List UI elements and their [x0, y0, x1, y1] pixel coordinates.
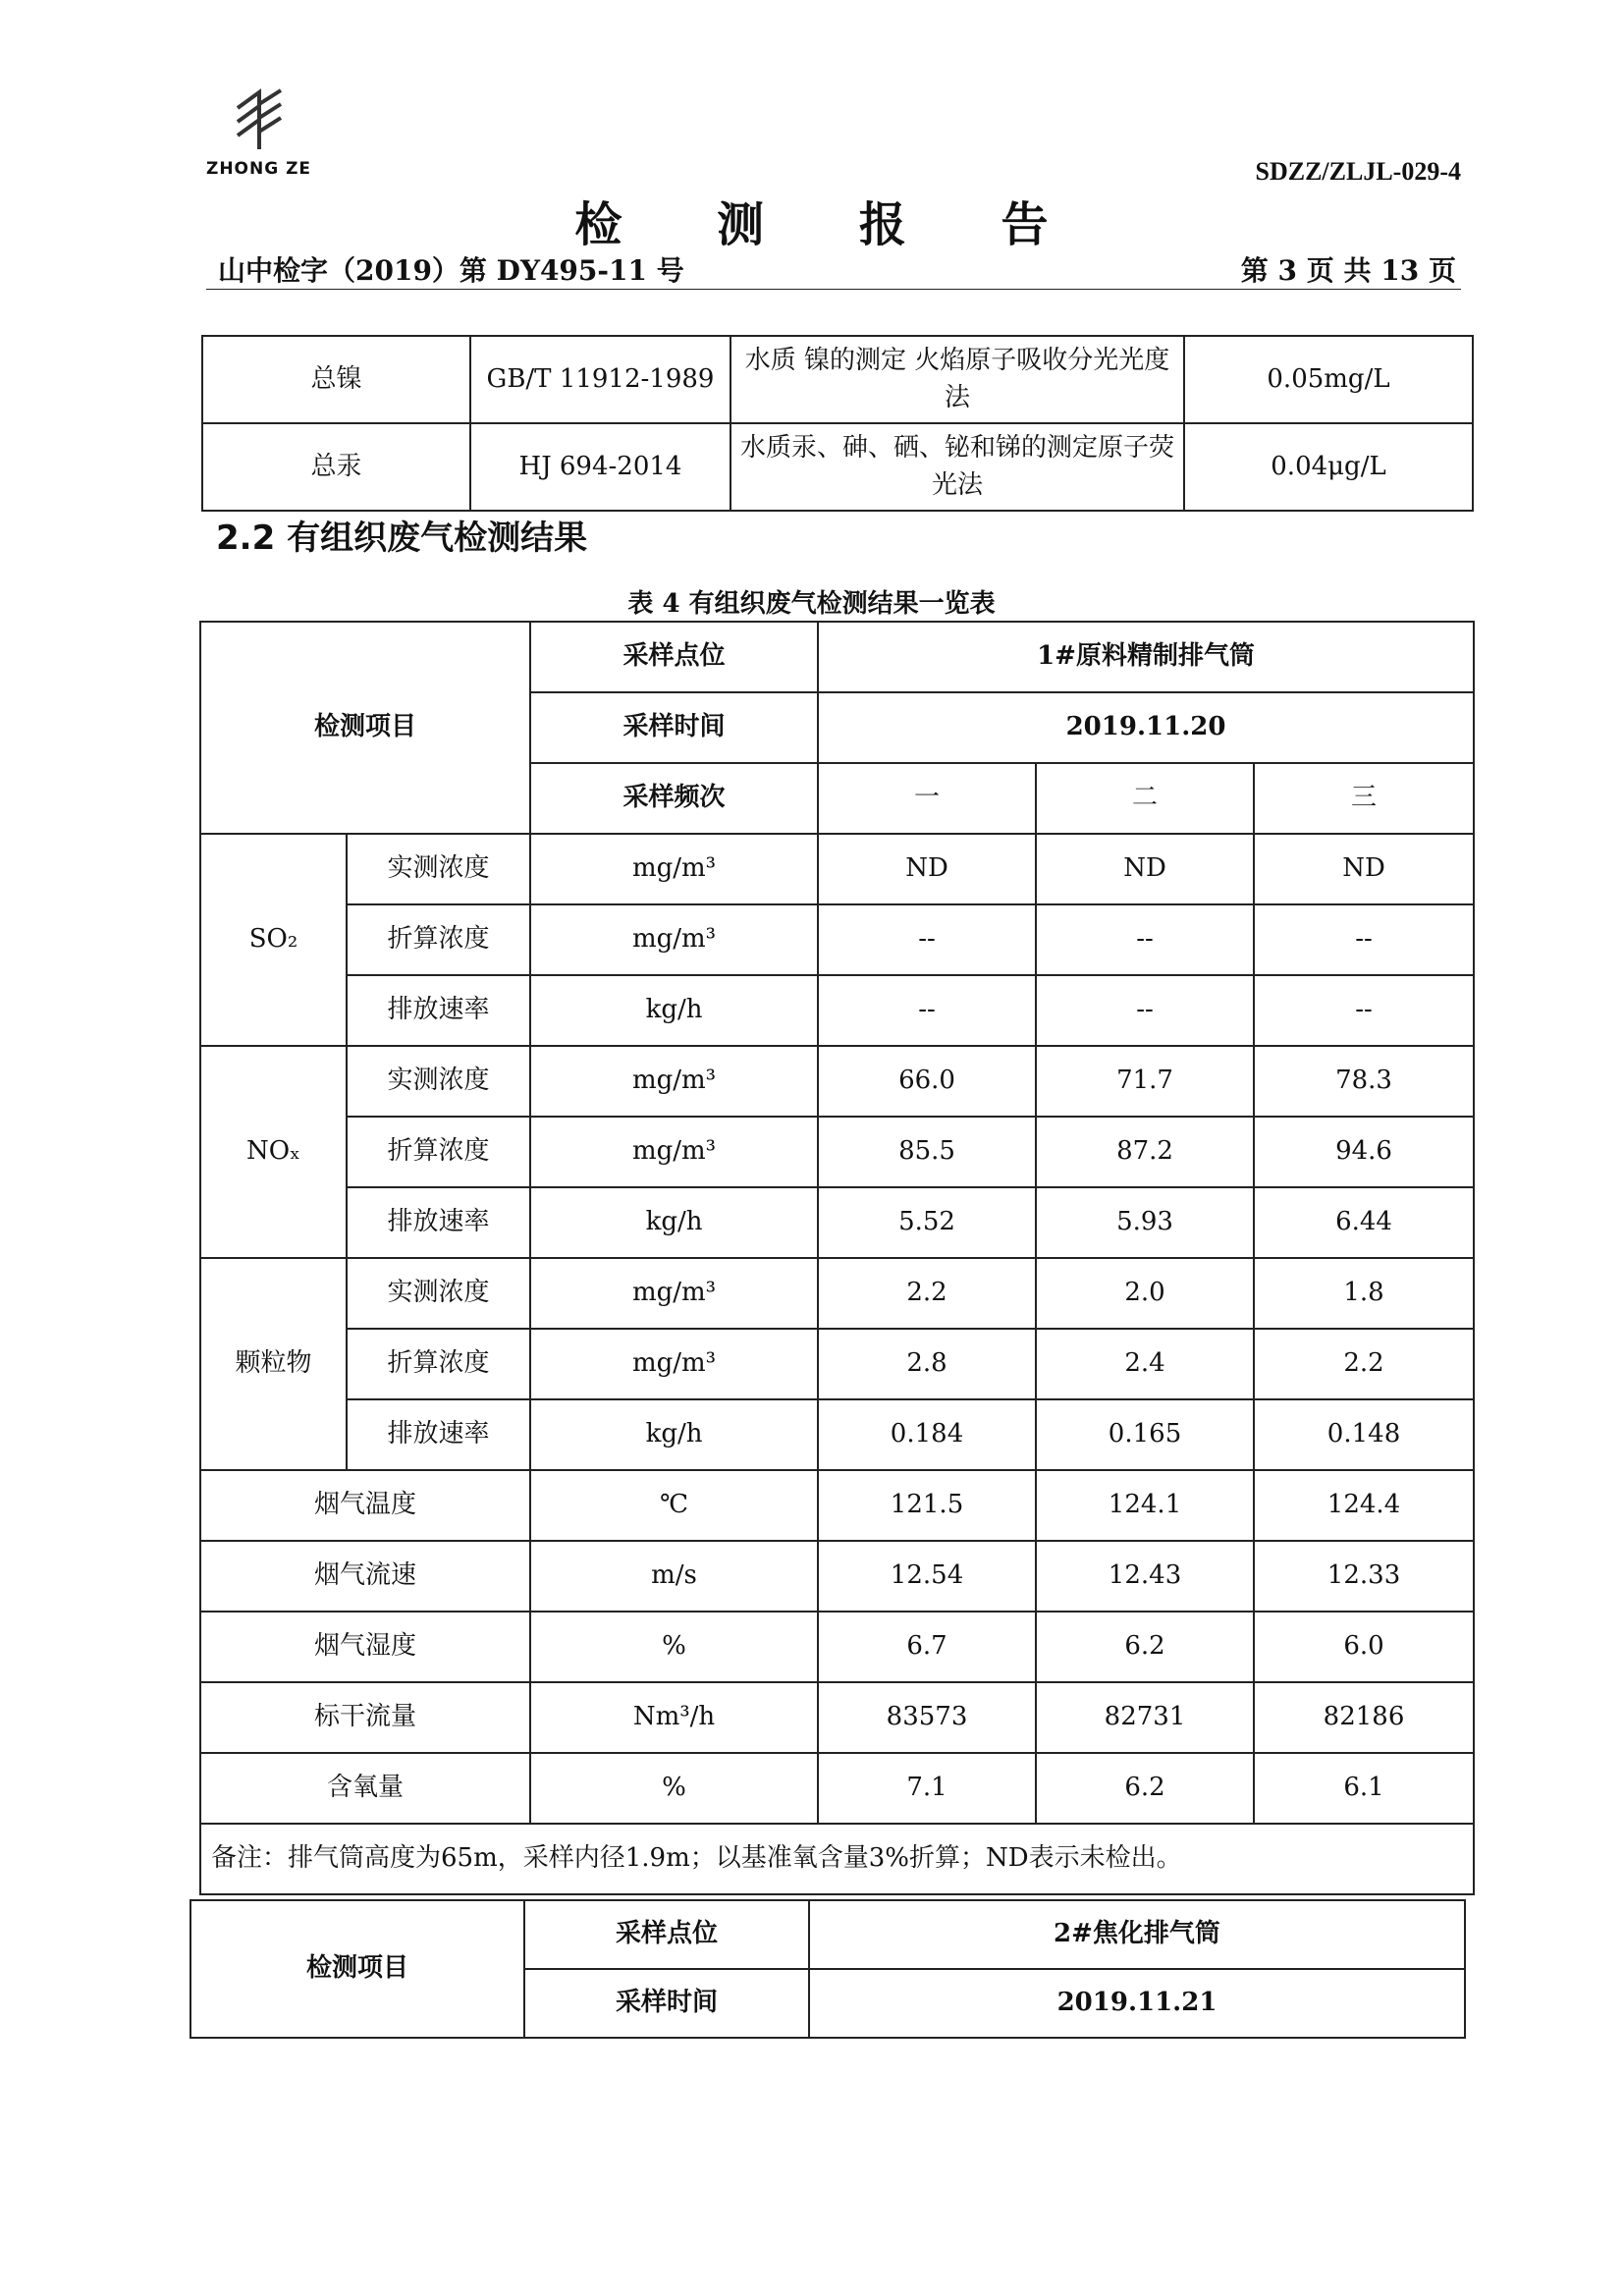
value-cell: 2.2: [1254, 1329, 1474, 1399]
item-cell: 总镍: [202, 336, 470, 423]
table-row: [200, 1329, 1474, 1399]
table-row: [200, 1753, 1474, 1824]
sampling-time-value: 2019.11.21: [809, 1969, 1465, 2038]
table-row: [202, 423, 1473, 511]
table-row: [200, 1541, 1474, 1612]
value-cell: 78.3: [1254, 1046, 1474, 1117]
value-cell: 71.7: [1036, 1046, 1254, 1117]
value-cell: 85.5: [818, 1117, 1036, 1187]
table-row: [190, 1900, 1465, 1969]
emission-results-table: [199, 621, 1475, 1895]
method-cell: 水质 镍的测定 火焰原子吸收分光光度法: [730, 336, 1184, 423]
parameter-cell: 折算浓度: [347, 1329, 530, 1399]
table-note: 备注：排气筒高度为65m，采样内径1.9m；以基准氧含量3%折算；ND表示未检出。: [200, 1824, 1474, 1894]
report-number: 山中检字（2019）第 DY495-11 号: [218, 254, 684, 287]
pollutant-name: SO₂: [200, 834, 347, 1046]
parameter-cell: 排放速率: [347, 1187, 530, 1258]
table-row: [200, 975, 1474, 1046]
table-row: [200, 1258, 1474, 1329]
value-cell: 6.0: [1254, 1612, 1474, 1682]
sampling-point-value: 2#焦化排气筒: [809, 1900, 1465, 1969]
table-row: [200, 1824, 1474, 1894]
value-cell: 0.148: [1254, 1399, 1474, 1470]
value-cell: 2.4: [1036, 1329, 1254, 1399]
unit-cell: mg/m³: [530, 1329, 818, 1399]
logo-text: ZHONG ZE: [206, 159, 312, 179]
unit-cell: mg/m³: [530, 1258, 818, 1329]
unit-cell: mg/m³: [530, 1046, 818, 1117]
frequency-cell: 一: [818, 763, 1036, 834]
value-cell: 124.4: [1254, 1470, 1474, 1541]
value-cell: 12.54: [818, 1541, 1036, 1612]
sampling-time-label: 采样时间: [530, 692, 818, 763]
document-code: SDZZ/ZLJL-029-4: [1255, 157, 1461, 186]
parameter-cell: 实测浓度: [347, 834, 530, 904]
value-cell: 5.52: [818, 1187, 1036, 1258]
table-row: [200, 1187, 1474, 1258]
value-cell: 12.33: [1254, 1541, 1474, 1612]
value-cell: 6.1: [1254, 1753, 1474, 1824]
table-row: [200, 1399, 1474, 1470]
table-row: [200, 1682, 1474, 1753]
value-cell: 6.2: [1036, 1612, 1254, 1682]
parameter-cell: 烟气温度: [200, 1470, 530, 1541]
value-cell: 2.0: [1036, 1258, 1254, 1329]
limit-cell: 0.05mg/L: [1184, 336, 1473, 423]
value-cell: 0.184: [818, 1399, 1036, 1470]
table-row: [200, 1117, 1474, 1187]
report-title: 检 测 报 告: [574, 197, 1088, 252]
parameter-cell: 含氧量: [200, 1753, 530, 1824]
parameter-cell: 排放速率: [347, 975, 530, 1046]
unit-cell: m/s: [530, 1541, 818, 1612]
parameter-cell: 实测浓度: [347, 1258, 530, 1329]
value-cell: 121.5: [818, 1470, 1036, 1541]
unit-cell: ℃: [530, 1470, 818, 1541]
parameter-cell: 折算浓度: [347, 1117, 530, 1187]
header-divider: [206, 289, 1461, 290]
method-cell: 水质汞、砷、硒、铋和锑的测定原子荧光法: [730, 423, 1184, 511]
value-cell: 87.2: [1036, 1117, 1254, 1187]
sampling-point-label: 采样点位: [524, 1900, 809, 1969]
value-cell: 94.6: [1254, 1117, 1474, 1187]
table-row: [200, 1470, 1474, 1541]
methods-table: [201, 335, 1474, 512]
value-cell: 5.93: [1036, 1187, 1254, 1258]
value-cell: 6.7: [818, 1612, 1036, 1682]
pollutant-name: 颗粒物: [200, 1258, 347, 1470]
standard-cell: HJ 694-2014: [470, 423, 730, 511]
unit-cell: kg/h: [530, 1187, 818, 1258]
value-cell: 2.2: [818, 1258, 1036, 1329]
frequency-cell: 二: [1036, 763, 1254, 834]
pollutant-name: NOₓ: [200, 1046, 347, 1258]
parameter-cell: 标干流量: [200, 1682, 530, 1753]
value-cell: 6.2: [1036, 1753, 1254, 1824]
value-cell: 7.1: [818, 1753, 1036, 1824]
value-cell: 124.1: [1036, 1470, 1254, 1541]
table-row: [200, 834, 1474, 904]
sampling-point-value: 1#原料精制排气筒: [818, 622, 1474, 692]
value-cell: 2.8: [818, 1329, 1036, 1399]
item-cell: 总汞: [202, 423, 470, 511]
detection-item-header: 检测项目: [200, 622, 530, 834]
unit-cell: mg/m³: [530, 834, 818, 904]
parameter-cell: 烟气流速: [200, 1541, 530, 1612]
table-row: [202, 336, 1473, 423]
value-cell: ND: [1036, 834, 1254, 904]
value-cell: 83573: [818, 1682, 1036, 1753]
company-logo: [196, 86, 324, 185]
unit-cell: %: [530, 1612, 818, 1682]
standard-cell: GB/T 11912-1989: [470, 336, 730, 423]
unit-cell: mg/m³: [530, 1117, 818, 1187]
value-cell: 82186: [1254, 1682, 1474, 1753]
frequency-cell: 三: [1254, 763, 1474, 834]
value-cell: 12.43: [1036, 1541, 1254, 1612]
zhongze-logo-icon: [230, 86, 295, 155]
sampling-frequency-label: 采样频次: [530, 763, 818, 834]
unit-cell: %: [530, 1753, 818, 1824]
value-cell: --: [818, 975, 1036, 1046]
value-cell: ND: [1254, 834, 1474, 904]
table-row: [200, 1046, 1474, 1117]
table-row: [200, 622, 1474, 692]
value-cell: --: [1254, 904, 1474, 975]
parameter-cell: 排放速率: [347, 1399, 530, 1470]
value-cell: 82731: [1036, 1682, 1254, 1753]
parameter-cell: 实测浓度: [347, 1046, 530, 1117]
limit-cell: 0.04μg/L: [1184, 423, 1473, 511]
unit-cell: mg/m³: [530, 904, 818, 975]
table-row: [200, 1612, 1474, 1682]
parameter-cell: 折算浓度: [347, 904, 530, 975]
table-row: [200, 904, 1474, 975]
table-caption: 表 4 有组织废气检测结果一览表: [627, 589, 996, 619]
value-cell: --: [1036, 904, 1254, 975]
value-cell: --: [1254, 975, 1474, 1046]
sampling-time-label: 采样时间: [524, 1969, 809, 2038]
second-stack-table: [189, 1899, 1466, 2039]
unit-cell: kg/h: [530, 975, 818, 1046]
value-cell: 66.0: [818, 1046, 1036, 1117]
value-cell: 6.44: [1254, 1187, 1474, 1258]
section-title: 2.2 有组织废气检测结果: [216, 519, 588, 558]
detection-item-header: 检测项目: [190, 1900, 524, 2038]
value-cell: ND: [818, 834, 1036, 904]
value-cell: --: [818, 904, 1036, 975]
sampling-time-value: 2019.11.20: [818, 692, 1474, 763]
sampling-point-label: 采样点位: [530, 622, 818, 692]
page-number: 第 3 页 共 13 页: [1240, 254, 1456, 287]
value-cell: 1.8: [1254, 1258, 1474, 1329]
unit-cell: Nm³/h: [530, 1682, 818, 1753]
value-cell: 0.165: [1036, 1399, 1254, 1470]
value-cell: --: [1036, 975, 1254, 1046]
parameter-cell: 烟气湿度: [200, 1612, 530, 1682]
unit-cell: kg/h: [530, 1399, 818, 1470]
